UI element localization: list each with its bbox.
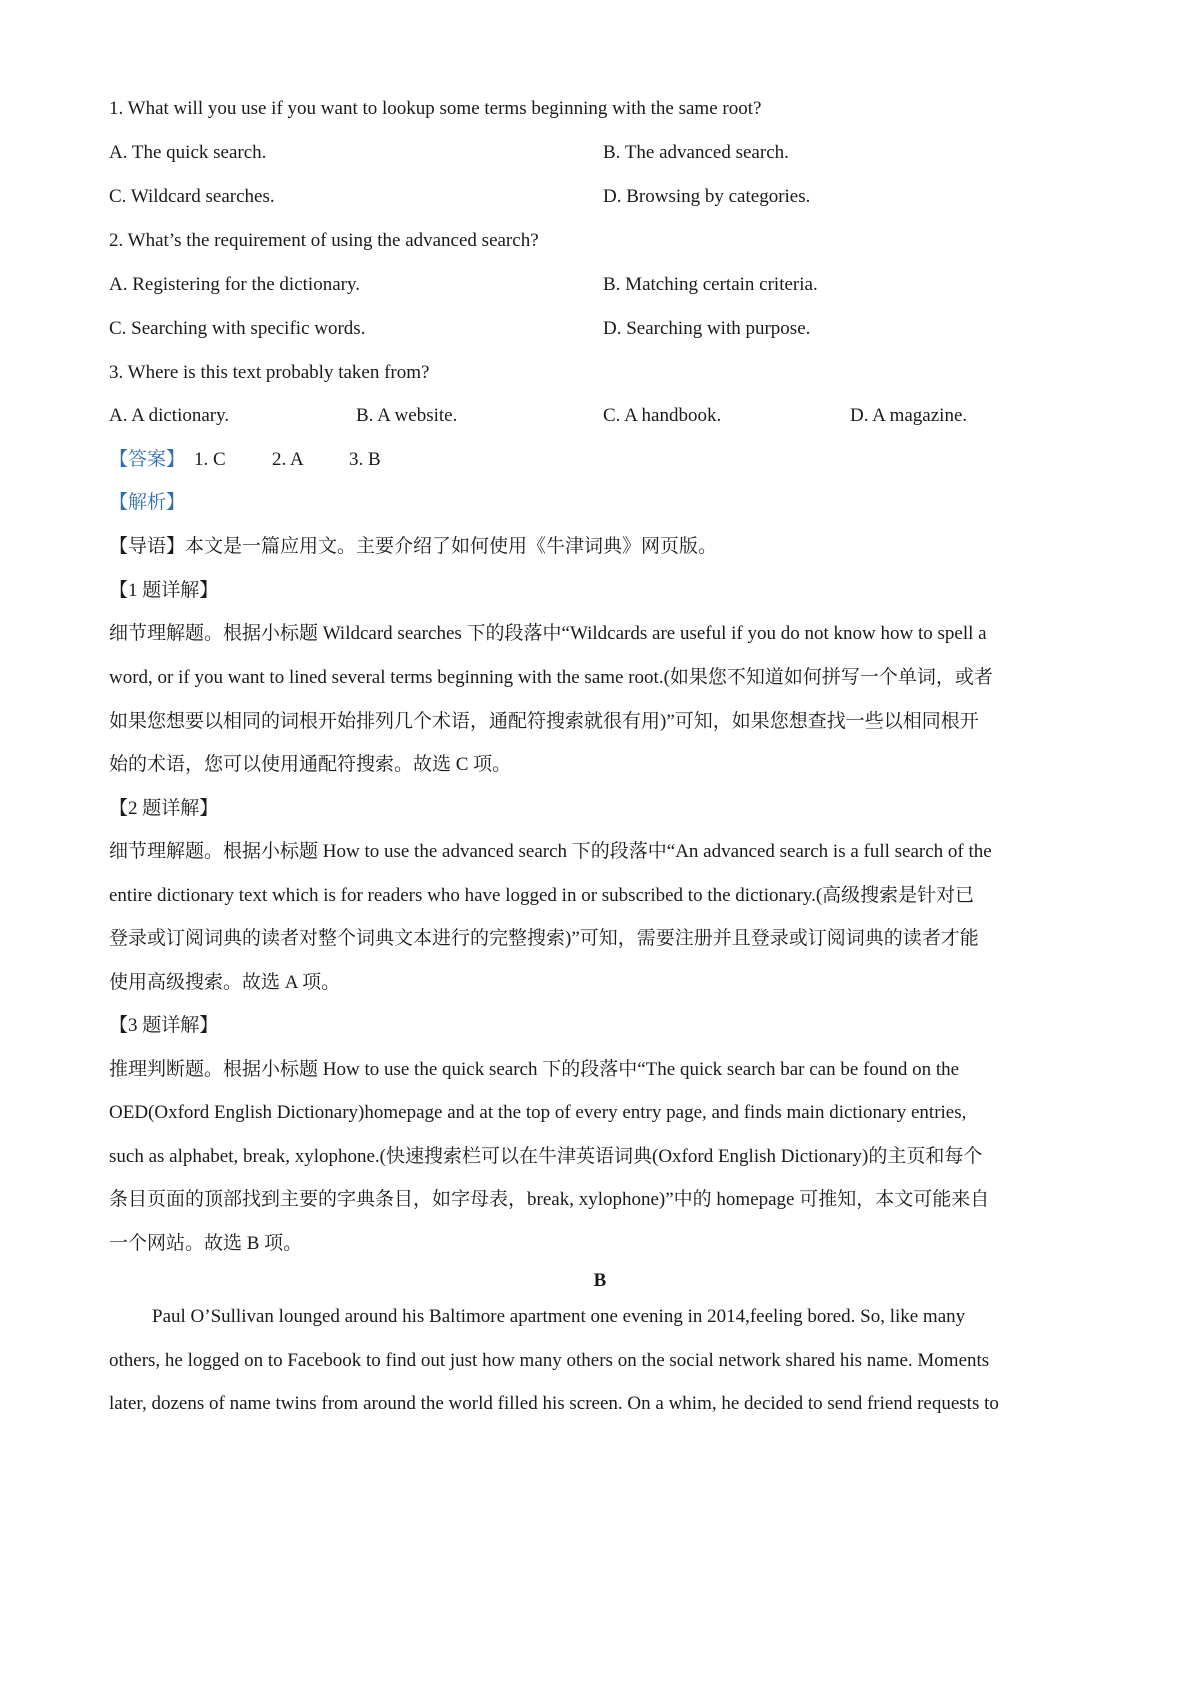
detail-3-line: such as alphabet, break, xylophone.(快速搜索栏可以在牛津英语词典(Oxford English Dictionary)的主页和每个 xyxy=(109,1146,983,1167)
analysis-label: 【解析】 xyxy=(109,492,186,513)
passage-line: others, he logged on to Facebook to find out just how many others on the social network shared his name. Moments xyxy=(109,1350,990,1371)
detail-2-line: entire dictionary text which is for readers who have logged in or subscribed to the dictionary.(高级搜索是针对已 xyxy=(109,885,975,906)
section-b-title: B xyxy=(593,1270,607,1291)
q1-option-b: B. The advanced search. xyxy=(603,142,789,163)
detail-1-line: 始的术语，您可以使用通配符搜索。故选 C 项。 xyxy=(109,754,512,775)
detail-1-heading: 【1 题详解】 xyxy=(109,580,219,601)
q3-option-a: A. A dictionary. xyxy=(109,405,230,426)
q1-option-c: C. Wildcard searches. xyxy=(109,186,275,207)
detail-3-line: 条目页面的顶部找到主要的字典条目，如字母表，break, xylophone)”中的 homepage 可推知，本文可能来自 xyxy=(109,1189,990,1210)
guide-text: 【导语】本文是一篇应用文。主要介绍了如何使用《牛津词典》网页版。 xyxy=(109,536,718,557)
answer-3: 3. B xyxy=(349,449,381,470)
q1-option-a: A. The quick search. xyxy=(109,142,267,163)
answer-1: 1. C xyxy=(194,449,226,470)
detail-3-line: 推理判断题。根据小标题 How to use the quick search 下的段落中“The quick search bar can be found on the xyxy=(109,1059,960,1080)
passage-line: later, dozens of name twins from around the world filled his screen. On a whim, he decided to send friend requests to xyxy=(109,1393,999,1414)
q2-option-b: B. Matching certain criteria. xyxy=(603,274,818,295)
detail-2-line: 使用高级搜索。故选 A 项。 xyxy=(109,972,341,993)
detail-2-line: 登录或订阅词典的读者对整个词典文本进行的完整搜索)”可知，需要注册并且登录或订阅词典的读者才能 xyxy=(109,928,979,949)
q3-option-b: B. A website. xyxy=(356,405,458,426)
q1-option-d: D. Browsing by categories. xyxy=(603,186,811,207)
detail-1-line: 细节理解题。根据小标题 Wildcard searches 下的段落中“Wildcards are useful if you do not know how to spell a xyxy=(109,623,987,644)
detail-3-heading: 【3 题详解】 xyxy=(109,1015,219,1036)
question-2-stem: 2. What’s the requirement of using the advanced search? xyxy=(109,230,539,251)
q2-option-d: D. Searching with purpose. xyxy=(603,318,811,339)
detail-2-heading: 【2 题详解】 xyxy=(109,798,219,819)
q2-option-a: A. Registering for the dictionary. xyxy=(109,274,360,295)
answer-2: 2. A xyxy=(272,449,304,470)
detail-3-line: OED(Oxford English Dictionary)homepage and at the top of every entry page, and finds main dictionary entries, xyxy=(109,1102,967,1123)
q2-option-c: C. Searching with specific words. xyxy=(109,318,366,339)
q3-option-d: D. A magazine. xyxy=(850,405,968,426)
answer-label: 【答案】 xyxy=(109,449,186,470)
question-1-stem: 1. What will you use if you want to lookup some terms beginning with the same root? xyxy=(109,98,762,119)
detail-1-line: word, or if you want to lined several terms beginning with the same root.(如果您不知道如何拼写一个单词，或者 xyxy=(109,667,993,688)
detail-2-line: 细节理解题。根据小标题 How to use the advanced search 下的段落中“An advanced search is a full search of the xyxy=(109,841,992,862)
q3-option-c: C. A handbook. xyxy=(603,405,722,426)
passage-line: Paul O’Sullivan lounged around his Baltimore apartment one evening in 2014,feeling bored. So, like many xyxy=(152,1306,966,1327)
detail-1-line: 如果您想要以相同的词根开始排列几个术语，通配符搜索就很有用)”可知，如果您想查找一些以相同根开 xyxy=(109,711,979,732)
detail-3-line: 一个网站。故选 B 项。 xyxy=(109,1233,303,1254)
question-3-stem: 3. Where is this text probably taken from? xyxy=(109,362,430,383)
